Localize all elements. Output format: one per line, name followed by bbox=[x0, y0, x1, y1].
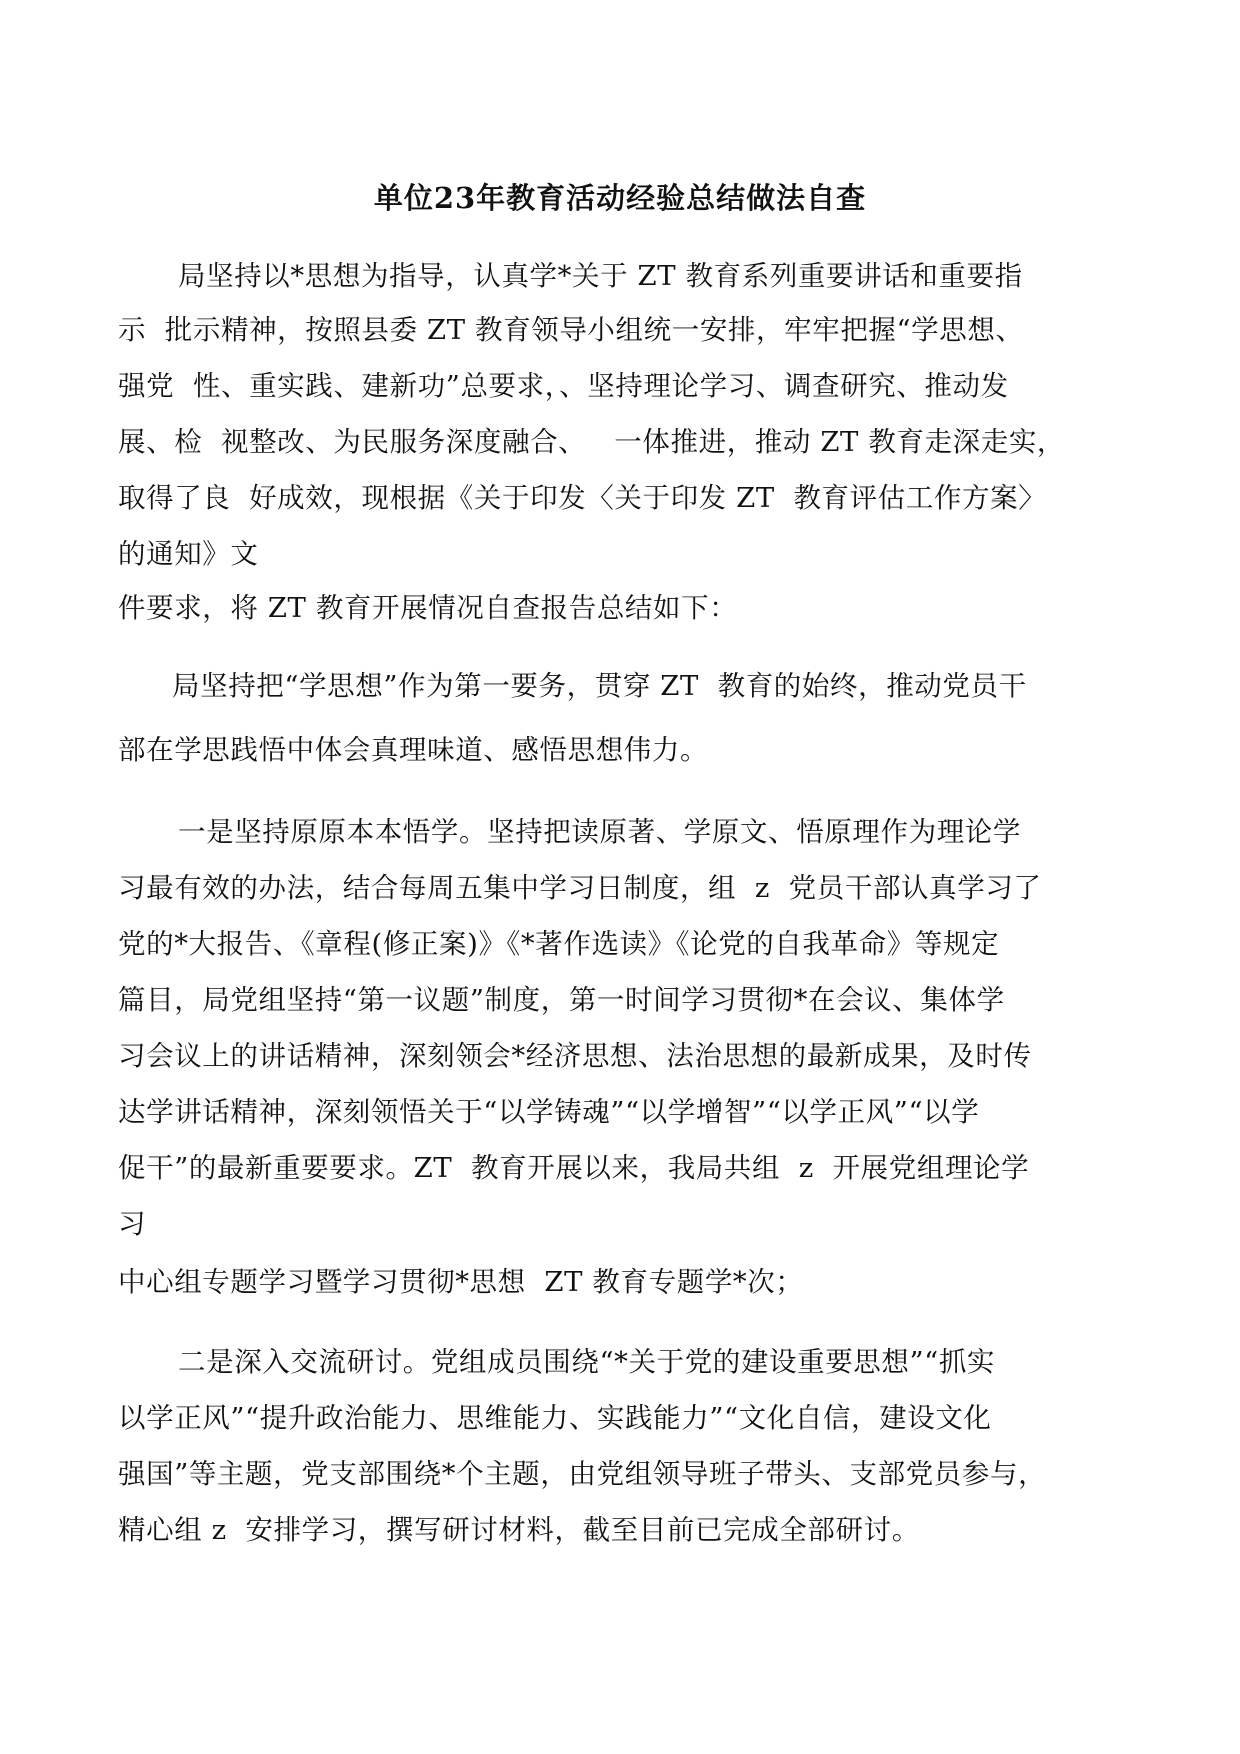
paragraph-line: 一是坚持原原本本悟学。坚持把读原著、学原文、悟原理作为理论学 bbox=[178, 816, 1021, 848]
paragraph-line: 习会议上的讲话精神，深刻领会*经济思想、法治思想的最新成果，及时传 bbox=[118, 1040, 1032, 1072]
paragraph-line: 展、检 视整改、为民服务深度融合、 一体推进，推动 ZT 教育走深走实， bbox=[118, 426, 1066, 458]
paragraph-line: 部在学思践悟中体会真理味道、感悟思想伟力。 bbox=[118, 734, 709, 766]
paragraph-line: 促干”的最新重要要求。ZT 教育开展以来，我局共组 z 开展党组理论学 bbox=[118, 1152, 1030, 1184]
paragraph-line: 达学讲话精神，深刻领悟关于“以学铸魂”“以学增智”“以学正风”“以学 bbox=[118, 1096, 980, 1128]
paragraph-line: 中心组专题学习暨学习贯彻*思想 ZT 教育专题学*次； bbox=[118, 1266, 804, 1298]
paragraph-line: 党的*大报告、《章程(修正案)》《*著作选读》《论党的自我革命》等规定 bbox=[118, 928, 1000, 960]
document-title: 单位23年教育活动经验总结做法自查 bbox=[373, 181, 867, 215]
paragraph-line: 二是深入交流研讨。党组成员围绕“*关于党的建设重要思想”“抓实 bbox=[178, 1346, 996, 1378]
paragraph-line: 件要求，将 ZT 教育开展情况自查报告总结如下： bbox=[118, 592, 738, 624]
paragraph-line: 习 bbox=[118, 1208, 147, 1240]
paragraph-line: 习最有效的办法，结合每周五集中学习日制度，组 z 党员干部认真学习了 bbox=[118, 872, 1042, 904]
paragraph-line: 精心组 z 安排学习，撰写研讨材料，截至目前已完成全部研讨。 bbox=[118, 1514, 920, 1546]
paragraph-line: 局坚持把“学思想”作为第一要务，贯穿 ZT 教育的始终，推动党员干 bbox=[172, 670, 1027, 702]
paragraph-line: 强党 性、重实践、建新功”总要求，、坚持理论学习、调查研究、推动发 bbox=[118, 370, 1009, 402]
paragraph-line: 强国”等主题，党支部围绕*个主题，由党组领导班子带头、支部党员参与， bbox=[118, 1458, 1047, 1490]
paragraph-line: 示 批示精神，按照县委 ZT 教育领导小组统一安排，牢牢把握“学思想、 bbox=[118, 314, 1024, 346]
paragraph-line: 以学正风”“提升政治能力、思维能力、实践能力”“文化自信，建设文化 bbox=[118, 1402, 992, 1434]
paragraph-line: 的通知》文 bbox=[118, 538, 259, 570]
paragraph-line: 局坚持以*思想为指导，认真学*关于 ZT 教育系列重要讲话和重要指 bbox=[178, 260, 1023, 292]
paragraph-line: 篇目，局党组坚持“第一议题”制度，第一时间学习贯彻*在会议、集体学 bbox=[118, 984, 1005, 1016]
paragraph-line: 取得了良 好成效，现根据《关于印发〈关于印发 ZT 教育评估工作方案〉 bbox=[118, 482, 1047, 514]
